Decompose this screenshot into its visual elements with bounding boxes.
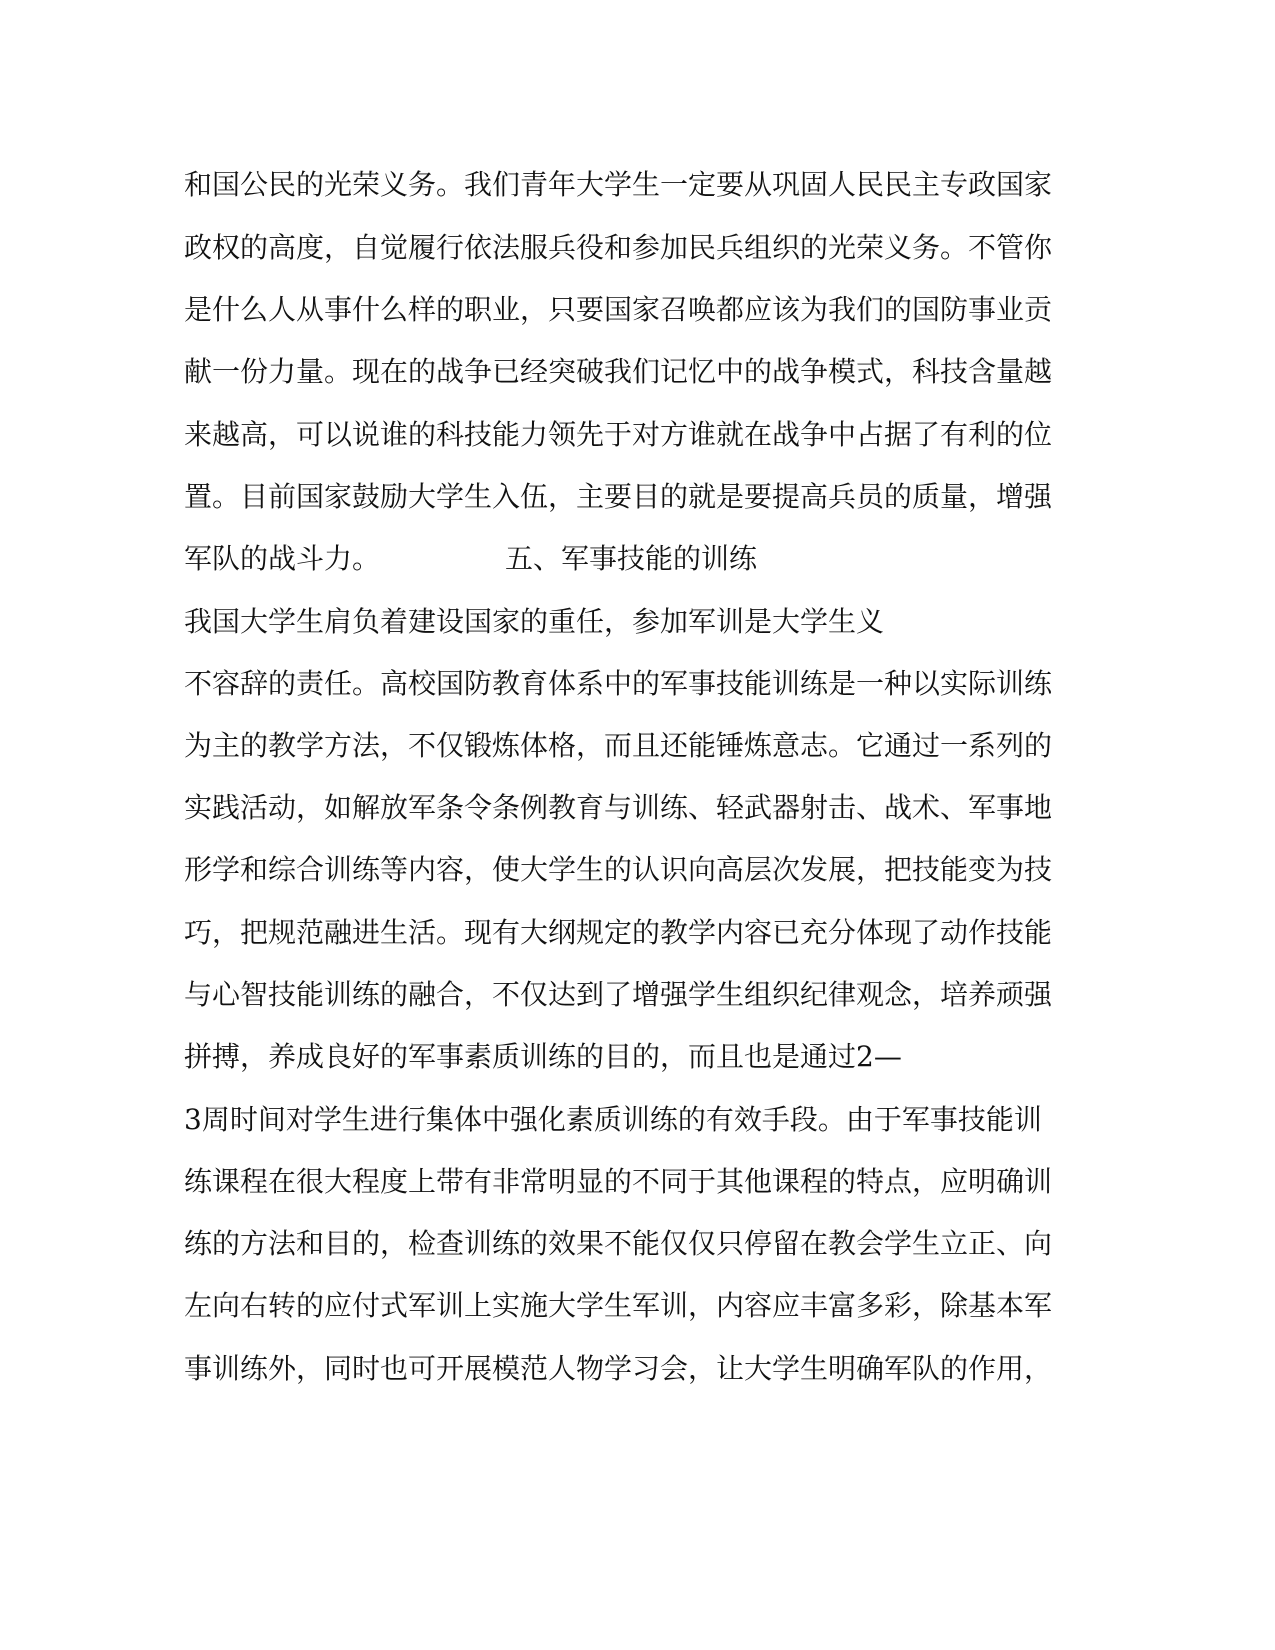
body-line: 实践活动，如解放军条令条例教育与训练、轻武器射击、战术、军事地 xyxy=(184,791,1053,824)
body-line: 我国大学生肩负着建设国家的重任，参加军训是大学生义 xyxy=(184,605,885,638)
body-line: 巧，把规范融进生活。现有大纲规定的教学内容已充分体现了动作技能 xyxy=(184,916,1053,949)
body-line: 事训练外，同时也可开展模范人物学习会，让大学生明确军队的作用， xyxy=(184,1352,1053,1385)
body-line: 献一份力量。现在的战争已经突破我们记忆中的战争模式，科技含量越 xyxy=(184,355,1053,388)
body-line: 拼搏，养成良好的军事素质训练的目的，而且也是通过2— xyxy=(184,1040,902,1073)
body-line: 来越高，可以说谁的科技能力领先于对方谁就在战争中占据了有利的位 xyxy=(184,418,1053,451)
body-line: 不容辞的责任。高校国防教育体系中的军事技能训练是一种以实际训练 xyxy=(184,667,1053,700)
body-line: 政权的高度，自觉履行依法服兵役和参加民兵组织的光荣义务。不管你 xyxy=(184,231,1053,264)
body-line: 形学和综合训练等内容，使大学生的认识向高层次发展，把技能变为技 xyxy=(184,853,1053,886)
body-line: 左向右转的应付式军训上实施大学生军训，内容应丰富多彩，除基本军 xyxy=(184,1289,1053,1322)
body-line: 置。目前国家鼓励大学生入伍，主要目的就是要提高兵员的质量，增强 xyxy=(184,480,1053,513)
body-line: 练的方法和目的，检查训练的效果不能仅仅只停留在教会学生立正、向 xyxy=(184,1227,1053,1260)
body-line: 是什么人从事什么样的职业，只要国家召唤都应该为我们的国防事业贡 xyxy=(184,293,1053,326)
body-line: 军队的战斗力。 xyxy=(184,542,381,575)
body-line: 3周时间对学生进行集体中强化素质训练的有效手段。由于军事技能训 xyxy=(184,1103,1042,1136)
body-line: 为主的教学方法，不仅锻炼体格，而且还能锤炼意志。它通过一系列的 xyxy=(184,729,1053,762)
body-line: 和国公民的光荣义务。我们青年大学生一定要从巩固人民民主专政国家 xyxy=(184,168,1053,201)
body-line: 与心智技能训练的融合，不仅达到了增强学生组织纪律观念，培养顽强 xyxy=(184,978,1053,1011)
section-heading: 五、军事技能的训练 xyxy=(505,542,758,575)
body-line: 练课程在很大程度上带有非常明显的不同于其他课程的特点，应明确训 xyxy=(184,1165,1053,1198)
